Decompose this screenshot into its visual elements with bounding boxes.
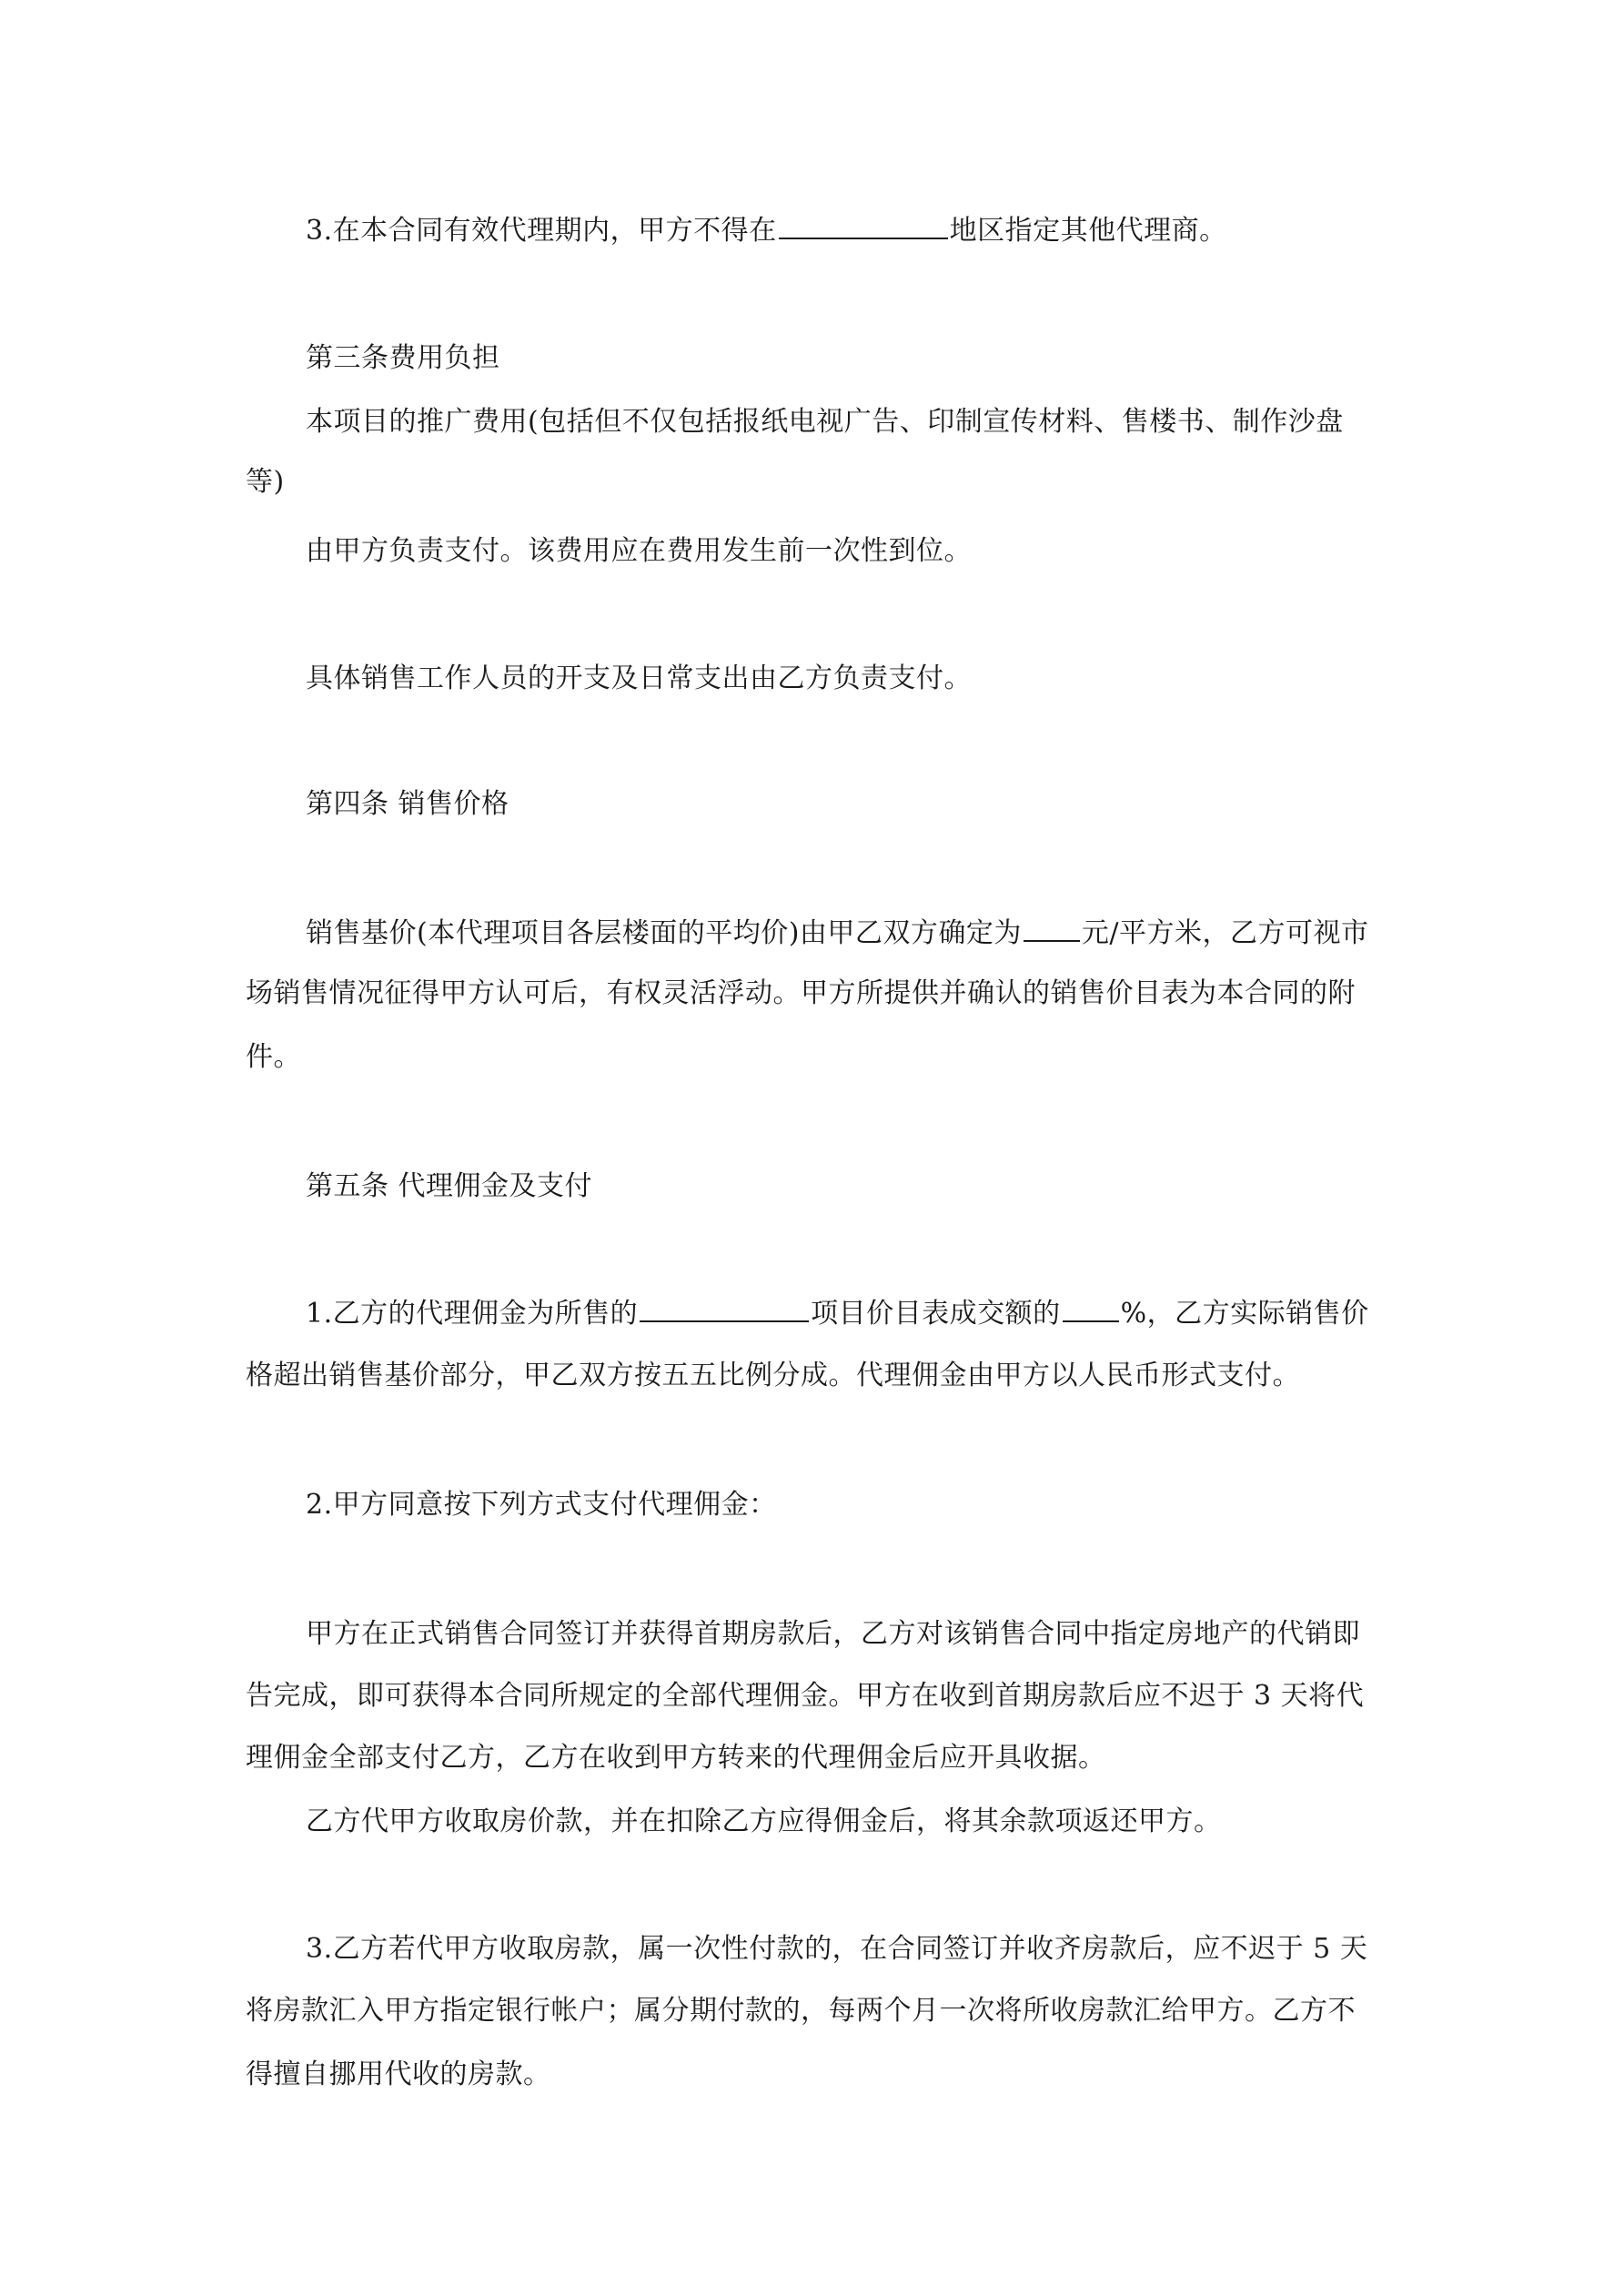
article-3-para2: 由甲方负责支付。该费用应在费用发生前一次性到位。 (306, 535, 972, 567)
article-5-item2-para1-line2: 告完成，即可获得本合同所规定的全部代理佣金。甲方在收到首期房款后应不迟于 3 天将代 (246, 1680, 1365, 1712)
article-4-para-line3: 件。 (246, 1041, 301, 1073)
article-5-item1-after: %，乙方实际销售价 (1120, 1298, 1369, 1330)
article-5-item2-para1-line3: 理佣金全部支付乙方，乙方在收到甲方转来的代理佣金后应开具收据。 (246, 1742, 1106, 1774)
article-5-item2-para1-line1: 甲方在正式销售合同签订并获得首期房款后，乙方对该销售合同中指定房地产的代销即 (306, 1618, 1360, 1650)
article-4-para-line1 (246, 908, 1452, 959)
article-5-item2: 2.甲方同意按下列方式支付代理佣金： (306, 1489, 777, 1521)
clause-item-3 (246, 206, 1452, 257)
article-5-item1-before: 1.乙方的代理佣金为所售的 (306, 1298, 639, 1330)
article-4-text-before: 销售基价(本代理项目各层楼面的平均价)由甲乙双方确定为 (306, 917, 1022, 949)
blank-percent (1063, 1293, 1119, 1322)
article-5-item1-line2: 格超出销售基价部分，甲乙双方按五五比例分成。代理佣金由甲方以人民币形式支付。 (246, 1360, 1300, 1391)
blank-project (640, 1293, 809, 1322)
article-5-item2-para2: 乙方代甲方收取房价款，并在扣除乙方应得佣金后，将其余款项返还甲方。 (306, 1805, 1222, 1837)
article-3-para3: 具体销售工作人员的开支及日常支出由乙方负责支付。 (306, 663, 972, 694)
article-3-para1-line2: 等) (246, 466, 285, 498)
clause-item-3-text-before: 3.在本合同有效代理期内，甲方不得在 (306, 215, 777, 247)
blank-price (1024, 913, 1080, 942)
clause-item-3-text-after: 地区指定其他代理商。 (949, 215, 1227, 247)
article-3-para1-line1: 本项目的推广费用(包括但不仅包括报纸电视广告、印制宣传材料、售楼书、制作沙盘 (306, 406, 1344, 438)
article-5-item1-mid: 项目价目表成交额的 (811, 1298, 1061, 1330)
article-5-item3-line3: 得擅自挪用代收的房款。 (246, 2058, 551, 2090)
article-5-item1-line1 (246, 1289, 1452, 1340)
blank-region (779, 210, 948, 239)
article-4-para-line2: 场销售情况征得甲方认可后，有权灵活浮动。甲方所提供并确认的销售价目表为本合同的附 (246, 977, 1356, 1009)
article-5-heading: 第五条 代理佣金及支付 (306, 1170, 593, 1202)
article-3-heading: 第三条费用负担 (306, 342, 500, 374)
article-5-item3-line1: 3.乙方若代甲方收取房款，属一次性付款的，在合同签订并收齐房款后，应不迟于 5 天 (306, 1933, 1368, 1965)
article-4-heading: 第四条 销售价格 (306, 788, 509, 820)
article-4-text-after: 元/平方米，乙方可视市 (1081, 917, 1369, 949)
article-5-item3-line2: 将房款汇入甲方指定银行帐户；属分期付款的，每两个月一次将所收房款汇给甲方。乙方不 (246, 1995, 1356, 2027)
